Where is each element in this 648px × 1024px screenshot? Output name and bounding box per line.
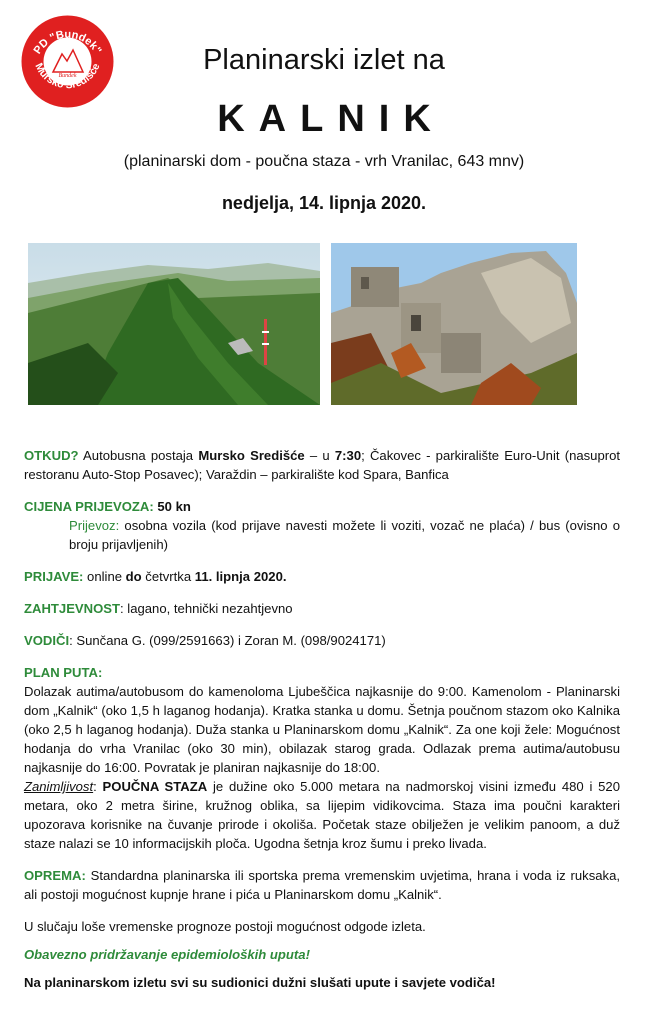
weather-note: U slučaju loše vremenske prognoze postoji mogućnost odgode izleta. xyxy=(24,919,426,934)
vodici-section xyxy=(24,631,620,650)
otkud-text: Autobusna postaja xyxy=(78,448,199,463)
prijave-text2: četvrtka xyxy=(141,569,195,584)
prijevoz-label: Prijevoz: xyxy=(69,518,120,533)
prijave-section xyxy=(24,567,620,586)
zanimljivost-section xyxy=(24,777,620,853)
final-note: Na planinarskom izletu svi su sudionici dužni slušati upute i savjete vodiča! xyxy=(24,975,496,990)
zahtjevnost-text: : lagano, tehnički nezahtjevno xyxy=(120,601,293,616)
kalnik-castle-ruins-photo xyxy=(331,243,577,405)
epidemiology-note: Obavezno pridržavanje epidemioloških uputa! xyxy=(24,947,310,962)
prijave-do: do xyxy=(125,569,142,584)
cijena-label: CIJENA PRIJEVOZA xyxy=(24,499,150,514)
cijena-section: CIJENA PRIJEVOZA: 50 kn xyxy=(24,499,191,514)
cijena-value: 50 kn xyxy=(157,499,191,514)
oprema-label: OPREMA: xyxy=(24,868,86,883)
otkud-text2: – u xyxy=(304,448,335,463)
vodici-label: VODIČI xyxy=(24,633,70,648)
logo-top-text: PD "Bundek" xyxy=(31,28,104,57)
trip-details xyxy=(24,446,620,992)
otkud-text3: ; Čakovec - parkiralište Euro-Unit (nasuprot restoranu Auto-Stop Posavec); Varaždin – parkiralište kod Spara, Banfica xyxy=(24,448,621,482)
zanimljivost-sep: : xyxy=(93,779,103,794)
poucna-staza-label: POUČNA STAZA xyxy=(102,779,208,794)
event-date: nedjelja, 14. lipnja 2020. xyxy=(221,193,427,213)
zanimljivost-label: Zanimljivost xyxy=(24,779,94,794)
route-subtitle: (planinarski dom - poučna staza - vrh Vranilac, 643 mnv) xyxy=(123,153,525,170)
prijevoz-text: osobna vozila (kod prijave navesti možete li voziti, vozač ne plaća) / bus (ovisno o broju prijavljenih) xyxy=(69,518,620,552)
oprema-section xyxy=(24,866,620,904)
page-title: Planinarski izlet na xyxy=(203,44,445,76)
oprema-text: Standardna planinarska ili sportska prema vremenskim uvjetima, hrana i voda iz ruksaka, ali postoji mogućnost kupnje hrane i pića u Planinarskom domu „Kalnik“. xyxy=(24,868,620,902)
destination-title: KALNIK xyxy=(217,98,445,140)
logo-center-text: Bundek xyxy=(58,73,77,79)
otkud-place: Mursko Središće xyxy=(198,448,305,463)
kalnik-ridge-aerial-photo xyxy=(28,243,320,405)
otkud-label: OTKUD? xyxy=(24,448,79,463)
plan-text: Dolazak autima/autobusom do kamenoloma Ljubeščica najkasnije do 9:00. Kamenolom - Planinarski dom „Kalnik“ (oko 1,5 h laganog hodanja). Kratka stanka u domu. Šetnja poučnom stazom oko Kalnika (oko 2,5 h laganog hodanja). Duža stanka u Planinarskom domu „Kalnik“. Za one koji žele: Mogućnost hodanja do vrha Vranilac (oko 30 min), obilazak starog grada. Odlazak prema autima/autobusu najkasnije do 16:00. Povratak je planiran najkasnije do 18:00. xyxy=(24,684,620,775)
prijevoz-section xyxy=(24,516,620,554)
plan-label xyxy=(24,663,620,682)
zahtjevnost-label: ZAHTJEVNOST xyxy=(24,601,121,616)
zahtjevnost-section xyxy=(24,599,620,618)
otkud-section xyxy=(24,446,620,484)
prijave-text: online xyxy=(83,569,126,584)
prijave-date: 11. lipnja 2020. xyxy=(194,569,287,584)
vodici-text: : Sunčana G. (099/2591663) i Zoran M. (098/9024171) xyxy=(69,633,386,648)
zanimljivost-text: je dužine oko 5.000 metara na nadmorskoj visini između 480 i 520 metara, oko 2 metra širine, kružnog oblika, sa lijepim vidikovcima. Staza ima poučni karakteri upozorava korisnike na čuvanje prirode i okoliša. Početak staze obilježen je velikim panoom, a duž staze nalazi se 10 informacijskih ploča. Ugodna šetnja kroz šumu i preko livada. xyxy=(24,779,620,851)
logo-bottom-text: Mursko Središće xyxy=(32,61,103,92)
otkud-time: 7:30 xyxy=(334,448,362,463)
prijave-label: PRIJAVE: xyxy=(24,569,84,584)
plan-label-text: PLAN PUTA: xyxy=(24,665,103,680)
